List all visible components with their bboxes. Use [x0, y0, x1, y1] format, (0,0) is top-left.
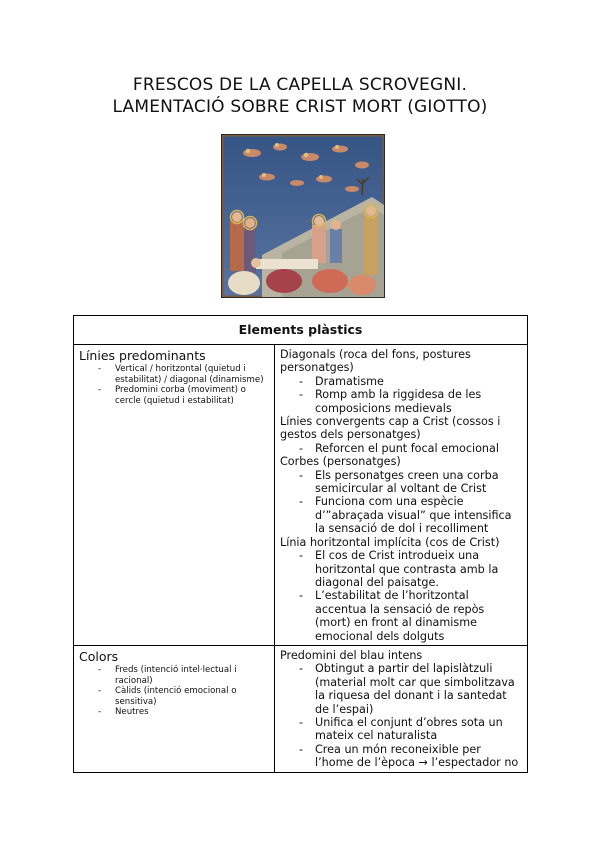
list-item: - Obtingut a partir del lapislàtzuli (material molt car que simbolitzava la riquesa del donant i la santedat de l’espai): [280, 662, 522, 716]
row-content-cell: [275, 645, 528, 772]
row-content-cell: [275, 345, 528, 646]
row-heading: Línies predominants: [79, 348, 206, 363]
list-item: - Dramatisme: [280, 375, 522, 388]
left-list: [79, 364, 269, 406]
list-item: - Vertical / horitzontal (quietud i estabilitat) / diagonal (dinamisme): [79, 364, 269, 385]
table-header: Elements plàstics: [74, 316, 528, 345]
list-item: - El cos de Crist introdueix una horitzontal que contrasta amb la diagonal del paisatge.: [280, 549, 522, 589]
list-item: - Freds (intenció intel·lectual i racional): [79, 665, 269, 686]
paragraph: Predomini del blau intens: [280, 648, 423, 662]
fresco-image: [221, 134, 385, 298]
row-label-cell: [74, 645, 275, 772]
left-list: [79, 665, 269, 718]
title-line-1: FRESCOS DE LA CAPELLA SCROVEGNI.: [132, 75, 468, 95]
list-item: - Neutres: [79, 707, 269, 718]
paragraph: Diagonals (roca del fons, postures personatges): [280, 348, 471, 375]
list-item: - Crea un món reconeixible per l’home de l’època → l’espectador no: [280, 743, 522, 770]
bullet-list: [280, 375, 522, 415]
paragraph: Corbes (personatges): [280, 455, 401, 469]
list-item: - Els personatges creen una corba semicircular al voltant de Crist: [280, 469, 522, 496]
list-item: - Funciona com una espècie d’”abraçada visual” que intensifica la sensació de dol i recolliment: [280, 495, 522, 535]
bullet-list: [280, 662, 522, 769]
table-row: [74, 345, 528, 646]
document-title: [0, 74, 600, 118]
row-heading: Colors: [79, 648, 119, 664]
bullet-list: [280, 549, 522, 643]
list-item: - L’estabilitat de l’horitzontal accentua la sensació de repòs (mort) en front al dinamisme emocional dels dolguts: [280, 589, 522, 643]
list-item: - Càlids (intenció emocional o sensitiva): [79, 686, 269, 707]
plastic-elements-table: [73, 315, 528, 773]
bullet-list: [280, 442, 522, 455]
table-row: [74, 645, 528, 772]
list-item: - Predomini corba (moviment) o cercle (quietud i estabilitat): [79, 385, 269, 406]
bullet-list: [280, 469, 522, 536]
paragraph: Línia horitzontal implícita (cos de Crist): [280, 535, 500, 549]
row-label-cell: [74, 345, 275, 646]
title-line-2: LAMENTACIÓ SOBRE CRIST MORT (GIOTTO): [112, 97, 488, 117]
paragraph: Línies convergents cap a Crist (cossos i gestos dels personatges): [280, 415, 501, 442]
list-item: - Unifica el conjunt d’obres sota un mateix cel naturalista: [280, 716, 522, 743]
list-item: - Romp amb la riggidesa de les composicions medievals: [280, 388, 522, 415]
list-item: - Reforcen el punt focal emocional: [280, 442, 522, 455]
